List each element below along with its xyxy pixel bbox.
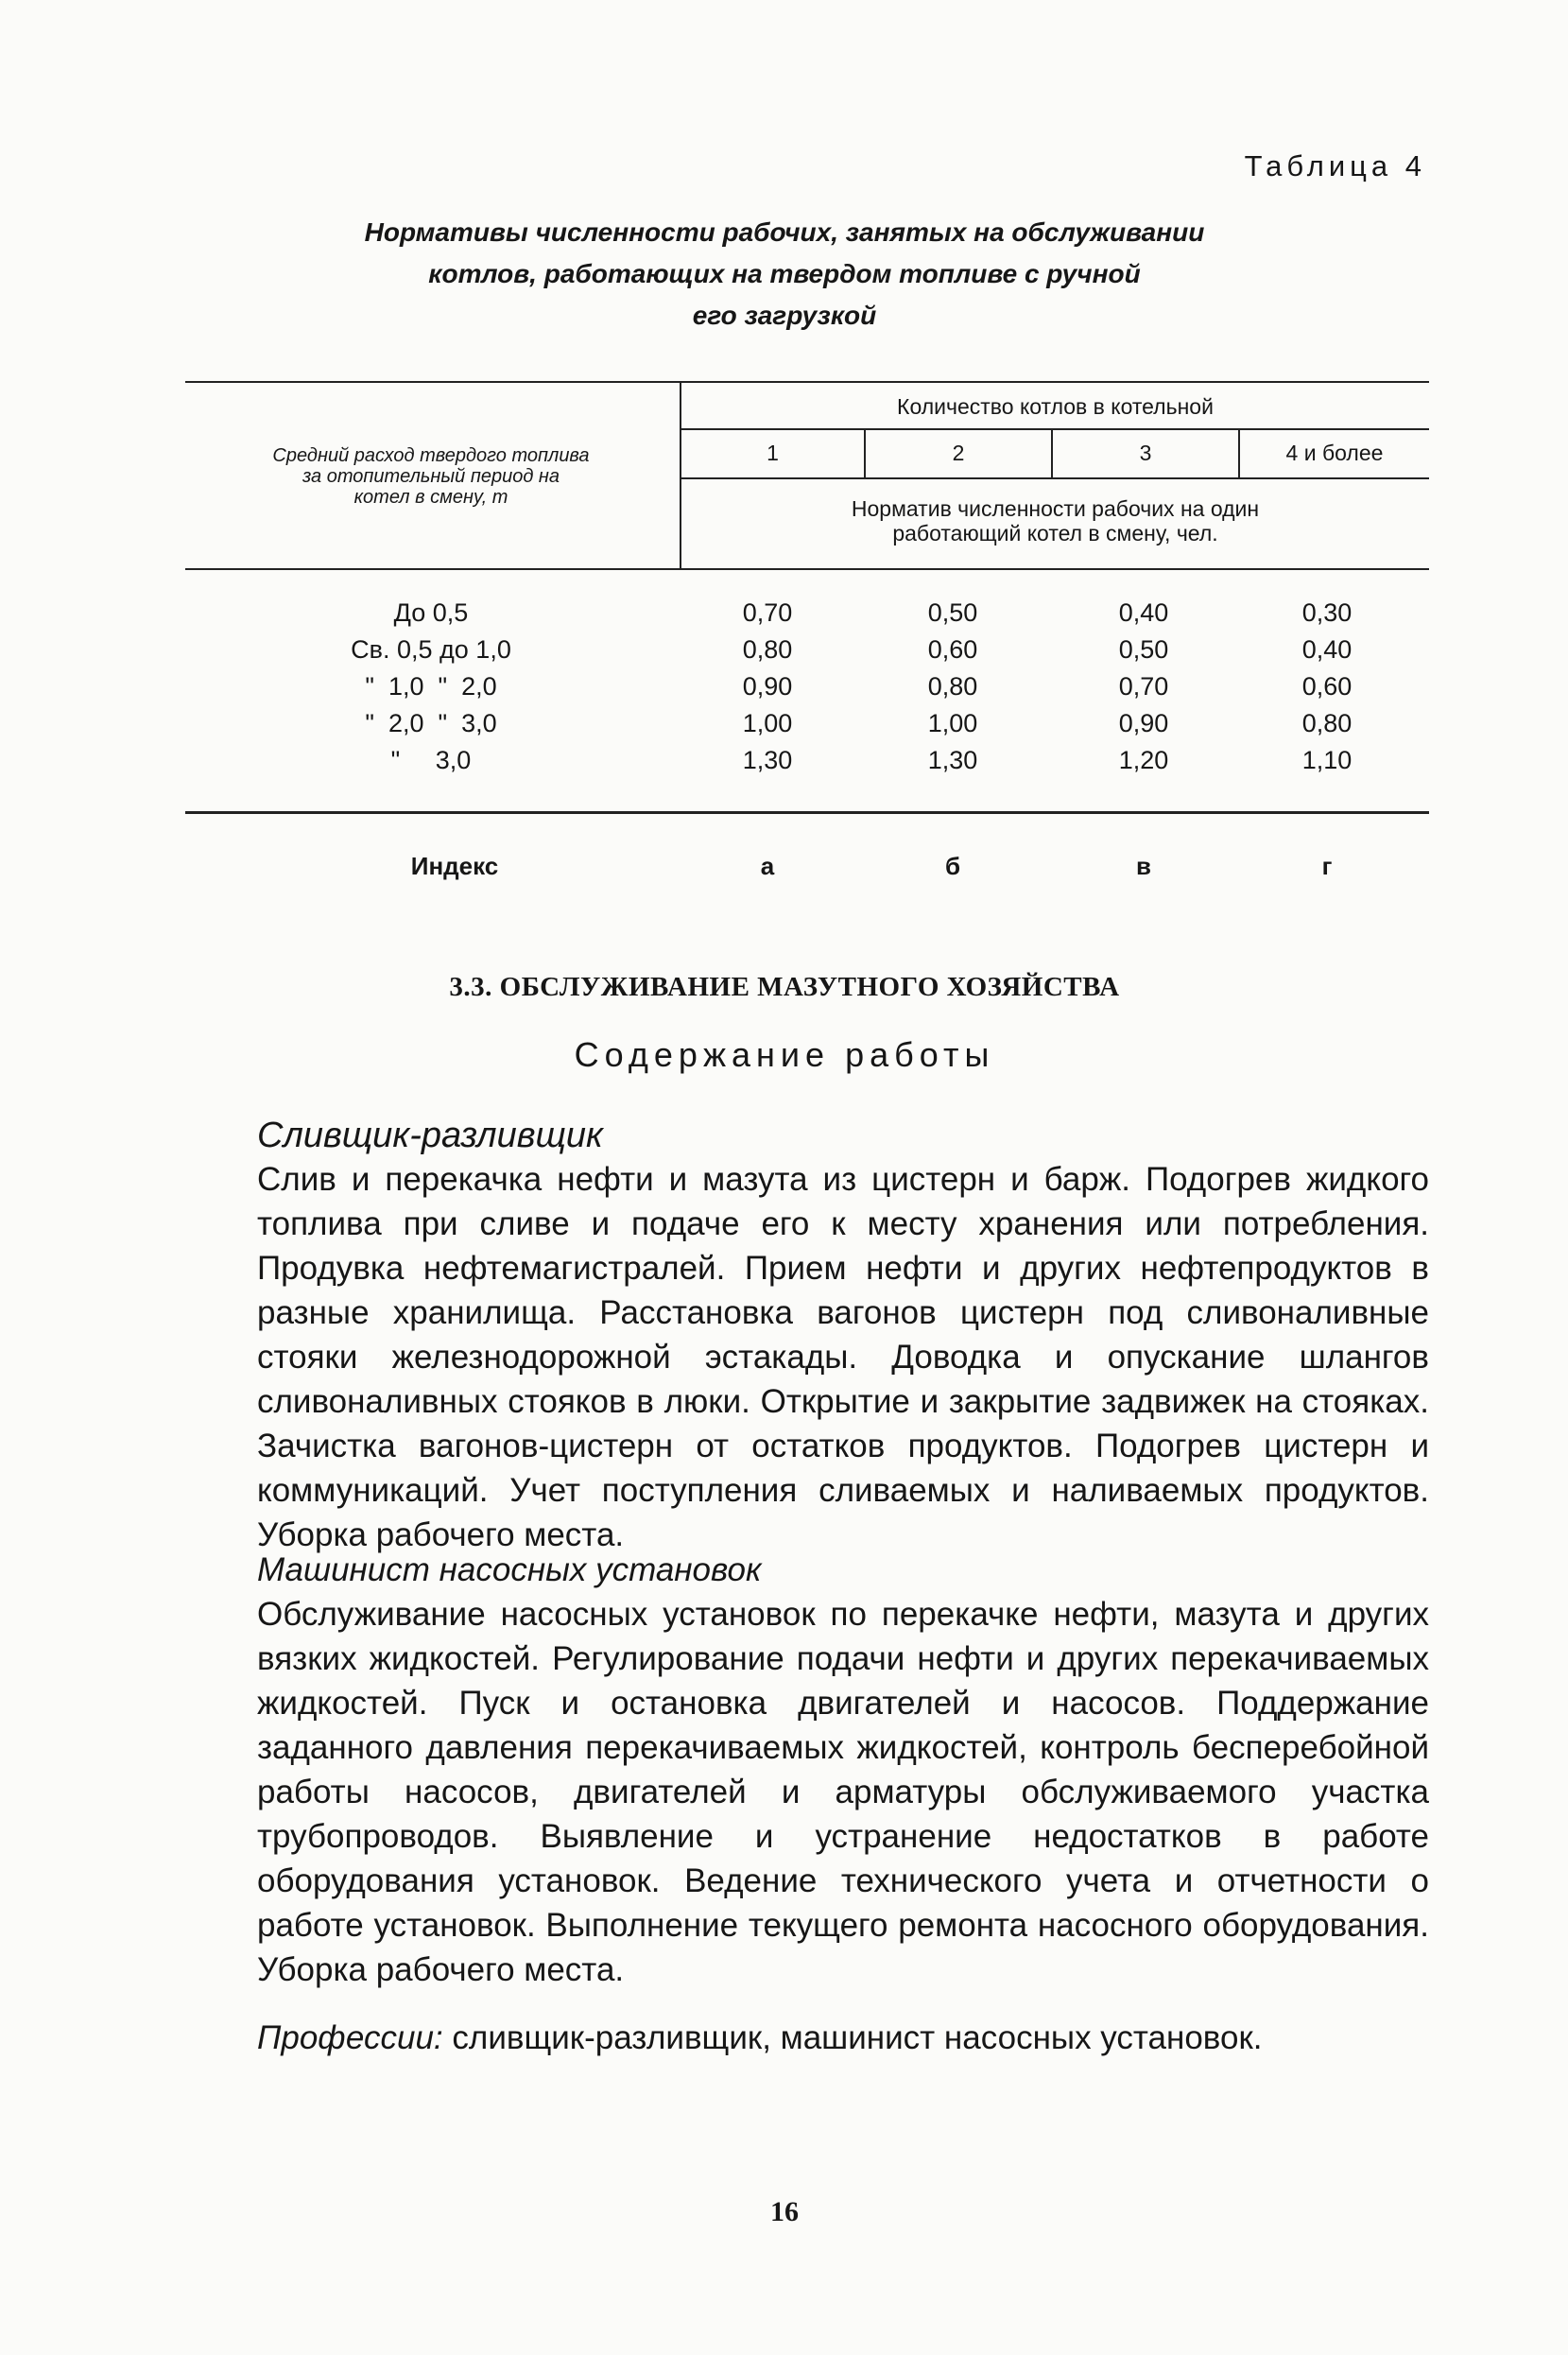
column-header: 4 и более xyxy=(1285,441,1384,465)
row-label: Св. 0,5 до 1,0 xyxy=(351,635,511,664)
cell-value: 1,10 xyxy=(1301,746,1353,774)
professions-text: сливщик-разливщик, машинист насосных установок. xyxy=(452,2019,1263,2056)
index-value: в xyxy=(1136,852,1151,880)
table-title xyxy=(284,212,1285,337)
cell-value: 1,30 xyxy=(742,746,793,774)
role-description: Слив и перекачка нефти и мазута из цистерн и барж. Подогрев жидкого топлива при сливе и подаче его к месту хранения или потребления. Продувка нефтемагистралей. Прием нефти и других нефтепродуктов в разные хранилища. Расстановка вагонов цистерн под сливоналивные стояки железнодорожной эстакады. Доводка и опускание шлангов сливоналивных стояков в люки. Открытие и закрытие задвижек на стояках. Зачистка вагонов-цистерн от остатков продуктов. Подогрев цистерн и коммуникаций. Учет поступления сливаемых и наливаемых продуктов. Уборка рабочего места. xyxy=(257,1161,1429,1553)
row-header xyxy=(185,445,677,508)
table-title-line: котлов, работающих на твердом топливе с ручной xyxy=(428,259,1141,288)
cell-value: 0,50 xyxy=(1118,635,1169,664)
cell-value: 0,50 xyxy=(927,598,978,627)
row-label: До 0,5 xyxy=(393,598,469,627)
norm-table xyxy=(185,381,1429,1118)
group-header: Количество котлов в котельной xyxy=(897,394,1214,419)
row-header-line: котел в смену, т xyxy=(353,487,508,508)
index-label: Индекс xyxy=(410,852,499,880)
cell-value: 0,70 xyxy=(1118,672,1169,701)
cell-value: 0,80 xyxy=(1301,709,1353,737)
professions-label: Профессии: xyxy=(257,2019,443,2056)
row-label: " 2,0 " 3,0 xyxy=(365,709,497,737)
role-description: Обслуживание насосных установок по перекачке нефти, мазута и других вязких жидкостей. Регулирование подачи нефти и других перекачиваемых жидкостей. Пуск и остановка двигателей и насосов. Поддержание заданного давления перекачиваемых жидкостей, контроль бесперебойной работы насосов, двигателей и арматуры обслуживаемого участка трубопроводов. Выявление и устранение недостатков в работе оборудования установок. Ведение технического учета и отчетности о работе установок. Выполнение текущего ремонта насосного оборудования. Уборка рабочего места. xyxy=(257,1596,1429,1988)
cell-value: 0,40 xyxy=(1118,598,1169,627)
section-title: 3.3. ОБСЛУЖИВАНИЕ МАЗУТНОГО ХОЗЯЙСТВА xyxy=(449,972,1120,1002)
professions-line xyxy=(257,2016,1429,2060)
cell-value: 1,00 xyxy=(927,709,978,737)
cell-value: 0,90 xyxy=(1118,709,1169,737)
index-value: а xyxy=(760,852,775,880)
table-top-rule xyxy=(185,381,1429,383)
index-value: г xyxy=(1321,852,1333,880)
cell-value: 0,70 xyxy=(742,598,793,627)
norm-header-line: работающий котел в смену, чел. xyxy=(892,521,1218,545)
section-subtitle: Содержание работы xyxy=(574,1035,995,1074)
cell-value: 1,20 xyxy=(1118,746,1169,774)
row-label: " 3,0 xyxy=(390,746,472,774)
cell-value: 0,30 xyxy=(1301,598,1353,627)
table-header-bottom-rule xyxy=(185,568,1429,570)
column-header: 2 xyxy=(952,441,965,465)
table-title-line: Нормативы численности рабочих, занятых на обслуживании xyxy=(364,217,1205,247)
role-block xyxy=(257,1114,1429,1557)
norm-header xyxy=(681,496,1429,545)
role-block xyxy=(257,1549,1429,1992)
columns-rule xyxy=(680,477,1429,479)
cell-value: 0,60 xyxy=(927,635,978,664)
role-name: Сливщик-разливщик xyxy=(257,1116,603,1155)
group-header-rule xyxy=(680,428,1429,430)
row-header-line: Средний расход твердого топлива xyxy=(272,445,590,466)
index-value: б xyxy=(944,852,961,880)
cell-value: 0,90 xyxy=(742,672,793,701)
cell-value: 0,80 xyxy=(742,635,793,664)
table-label: Таблица 4 xyxy=(1244,149,1426,182)
row-header-line: за отопительный период на xyxy=(302,466,560,487)
cell-value: 1,30 xyxy=(927,746,978,774)
cell-value: 1,00 xyxy=(742,709,793,737)
column-header: 3 xyxy=(1139,441,1152,465)
table-body-bottom-rule xyxy=(185,811,1429,814)
row-label: " 1,0 " 2,0 xyxy=(365,672,497,701)
cell-value: 0,40 xyxy=(1301,635,1353,664)
column-header: 1 xyxy=(767,441,779,465)
table-title-line: его загрузкой xyxy=(692,301,877,330)
norm-header-line: Норматив численности рабочих на один xyxy=(851,496,1260,521)
cell-value: 0,60 xyxy=(1301,672,1353,701)
cell-value: 0,80 xyxy=(927,672,978,701)
role-name: Машинист насосных установок xyxy=(257,1551,762,1588)
page-number: 16 xyxy=(770,2196,799,2227)
